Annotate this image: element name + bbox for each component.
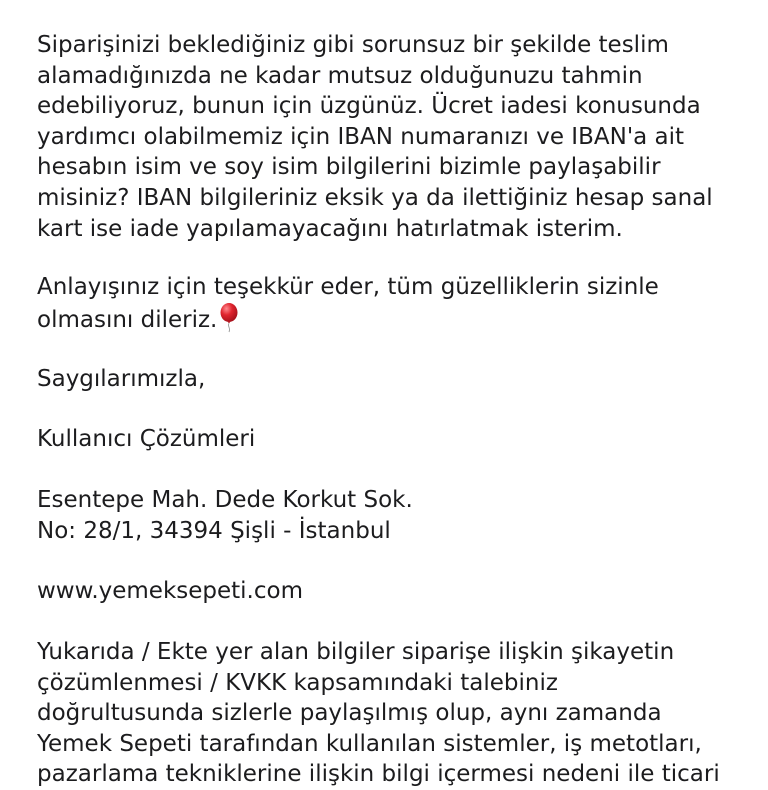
text-line: yardımcı olabilmemiz için IBAN numaranızı ve IBAN'a ait (37, 123, 685, 150)
text-line: Anlayışınız için teşekkür eder, tüm güzelliklerin sizinle (37, 274, 659, 300)
address-line: Esentepe Mah. Dede Korkut Sok. (37, 487, 413, 513)
text-line: çözümlenmesi / KVKK kapsamındaki talebiniz (37, 669, 558, 696)
paragraph-thanks (37, 272, 761, 335)
closing-text: Saygılarımızla, (37, 366, 206, 392)
signature (37, 424, 761, 455)
text-line: hesabın isim ve soy isim bilgilerini bizimle paylaşabilir (37, 154, 661, 181)
text-line: doğrultusunda sizlerle paylaşılmış olup, aynı zamanda (37, 700, 662, 727)
address-line: No: 28/1, 34394 Şişli - İstanbul (37, 517, 391, 544)
text-line: alamadığınızda ne kadar mutsuz olduğunuzu tahmin (37, 62, 643, 89)
balloon-icon (219, 303, 239, 333)
paragraph-disclaimer (37, 637, 761, 790)
text-line-with-emoji (37, 303, 761, 336)
signature-text: Kullanıcı Çözümleri (37, 426, 256, 452)
paragraph-refund-request (37, 30, 761, 244)
text-line: kart ise iade yapılamayacağını hatırlatmak isterim. (37, 215, 623, 242)
text-line: Siparişinizi beklediğiniz gibi sorunsuz bir şekilde teslim (37, 32, 669, 58)
website (37, 576, 761, 607)
text-line: Yemek Sepeti tarafından kullanılan sistemler, iş metotları, (37, 730, 702, 757)
text-line: olmasını dileriz. (37, 306, 218, 333)
address (37, 485, 761, 546)
text-line: edebiliyoruz, bunun için üzgünüz. Ücret iadesi konusunda (37, 93, 701, 120)
text-line: pazarlama tekniklerine ilişkin bilgi içermesi nedeni ile ticari (37, 761, 720, 788)
website-link[interactable]: www.yemeksepeti.com (37, 578, 303, 604)
closing (37, 364, 761, 395)
text-line: Yukarıda / Ekte yer alan bilgiler siparişe ilişkin şikayetin (37, 639, 675, 665)
text-line: misiniz? IBAN bilgileriniz eksik ya da ilettiğiniz hesap sanal (37, 184, 713, 211)
